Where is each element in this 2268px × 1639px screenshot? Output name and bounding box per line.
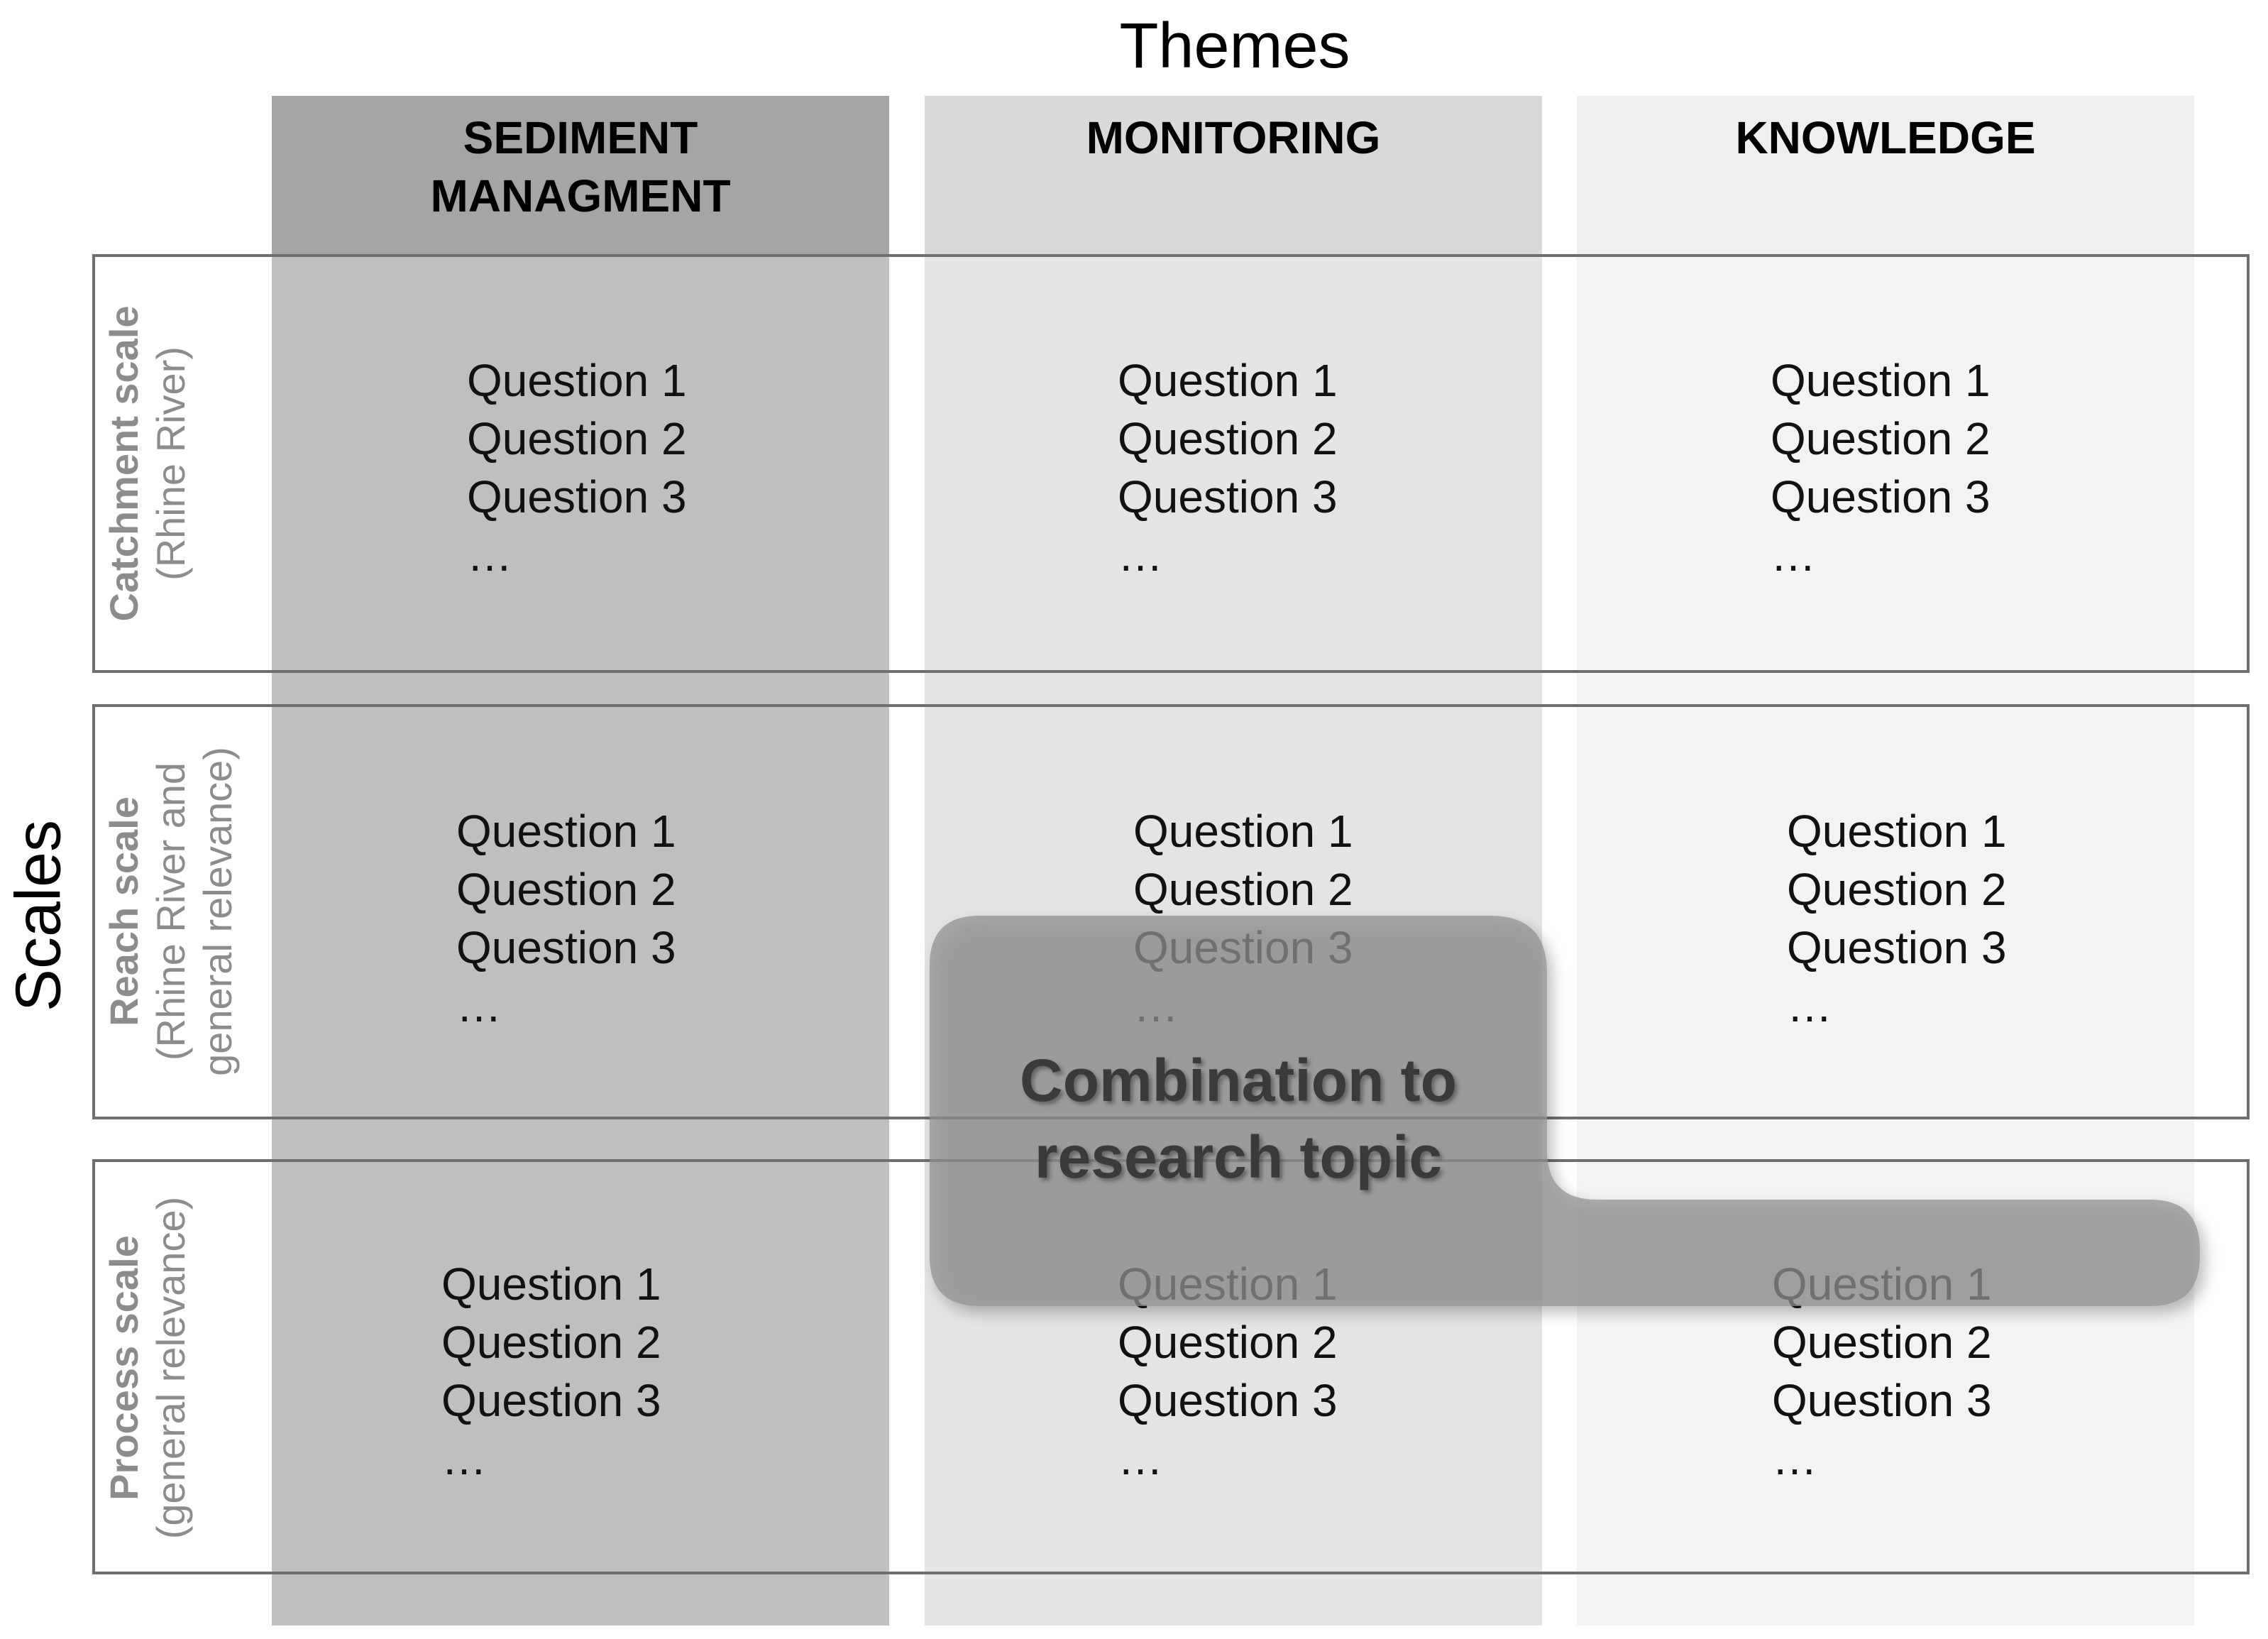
question-ellipsis: … bbox=[1118, 530, 1163, 581]
question-ellipsis: … bbox=[1772, 1433, 1817, 1484]
question-item: Question 2 bbox=[467, 413, 687, 464]
question-item: Question 1 bbox=[1133, 806, 1353, 857]
theme-header bbox=[925, 96, 1542, 256]
combination-label: Combination to research topic bbox=[1020, 1047, 1457, 1190]
question-ellipsis: … bbox=[467, 530, 512, 581]
question-item: Question 1 bbox=[1118, 355, 1338, 406]
theme-title: MONITORING bbox=[1086, 112, 1381, 163]
question-item: Question 3 bbox=[1118, 1375, 1338, 1426]
question-item: Question 1 bbox=[456, 806, 676, 857]
question-ellipsis: … bbox=[1771, 530, 1816, 581]
scale-detail: (general relevance) bbox=[148, 1196, 193, 1540]
question-cell bbox=[1771, 351, 1991, 584]
question-item: Question 1 bbox=[441, 1259, 661, 1310]
question-ellipsis: … bbox=[1787, 980, 1832, 1031]
question-ellipsis: … bbox=[441, 1433, 487, 1484]
question-item: Question 2 bbox=[456, 864, 676, 915]
theme-title: SEDIMENT MANAGMENT bbox=[430, 112, 731, 221]
scale-detail: (Rhine River) bbox=[148, 346, 193, 581]
themes-title: Themes bbox=[1119, 11, 1350, 82]
question-item: Question 3 bbox=[467, 471, 687, 522]
question-item: Question 3 bbox=[1772, 1375, 1992, 1426]
theme-header bbox=[272, 96, 889, 256]
scale-name: Reach scale bbox=[101, 796, 146, 1026]
scale-detail: (Rhine River and bbox=[148, 762, 193, 1061]
question-item: Question 3 bbox=[1771, 471, 1991, 522]
theme-header bbox=[1577, 96, 2194, 256]
scale-name: Catchment scale bbox=[101, 305, 146, 622]
theme-title: KNOWLEDGE bbox=[1735, 112, 2036, 163]
question-item: Question 2 bbox=[1772, 1317, 1992, 1368]
question-item: Question 1 bbox=[467, 355, 687, 406]
question-item: Question 2 bbox=[1118, 1317, 1338, 1368]
question-item: Question 2 bbox=[1787, 864, 2007, 915]
question-cell bbox=[456, 802, 676, 1035]
question-item: Question 1 bbox=[1787, 806, 2007, 857]
question-item: Question 3 bbox=[441, 1375, 661, 1426]
question-item: Question 3 bbox=[1118, 471, 1338, 522]
question-item: Question 2 bbox=[441, 1317, 661, 1368]
question-item: Question 2 bbox=[1118, 413, 1338, 464]
scales-title-text: Scales bbox=[3, 819, 75, 1012]
question-item: Question 1 bbox=[1771, 355, 1991, 406]
question-item: Question 2 bbox=[1133, 864, 1353, 915]
question-item: Question 2 bbox=[1771, 413, 1991, 464]
question-ellipsis: … bbox=[456, 980, 502, 1031]
scale-detail: general relevance) bbox=[195, 747, 240, 1076]
question-item: Question 3 bbox=[456, 922, 676, 973]
scale-name: Process scale bbox=[101, 1235, 146, 1501]
question-ellipsis: … bbox=[1118, 1433, 1163, 1484]
question-cell bbox=[441, 1255, 661, 1488]
combination-highlight bbox=[930, 916, 2200, 1313]
question-cell bbox=[1118, 351, 1338, 584]
question-cell bbox=[467, 351, 687, 584]
question-item: Question 3 bbox=[1787, 922, 2007, 973]
